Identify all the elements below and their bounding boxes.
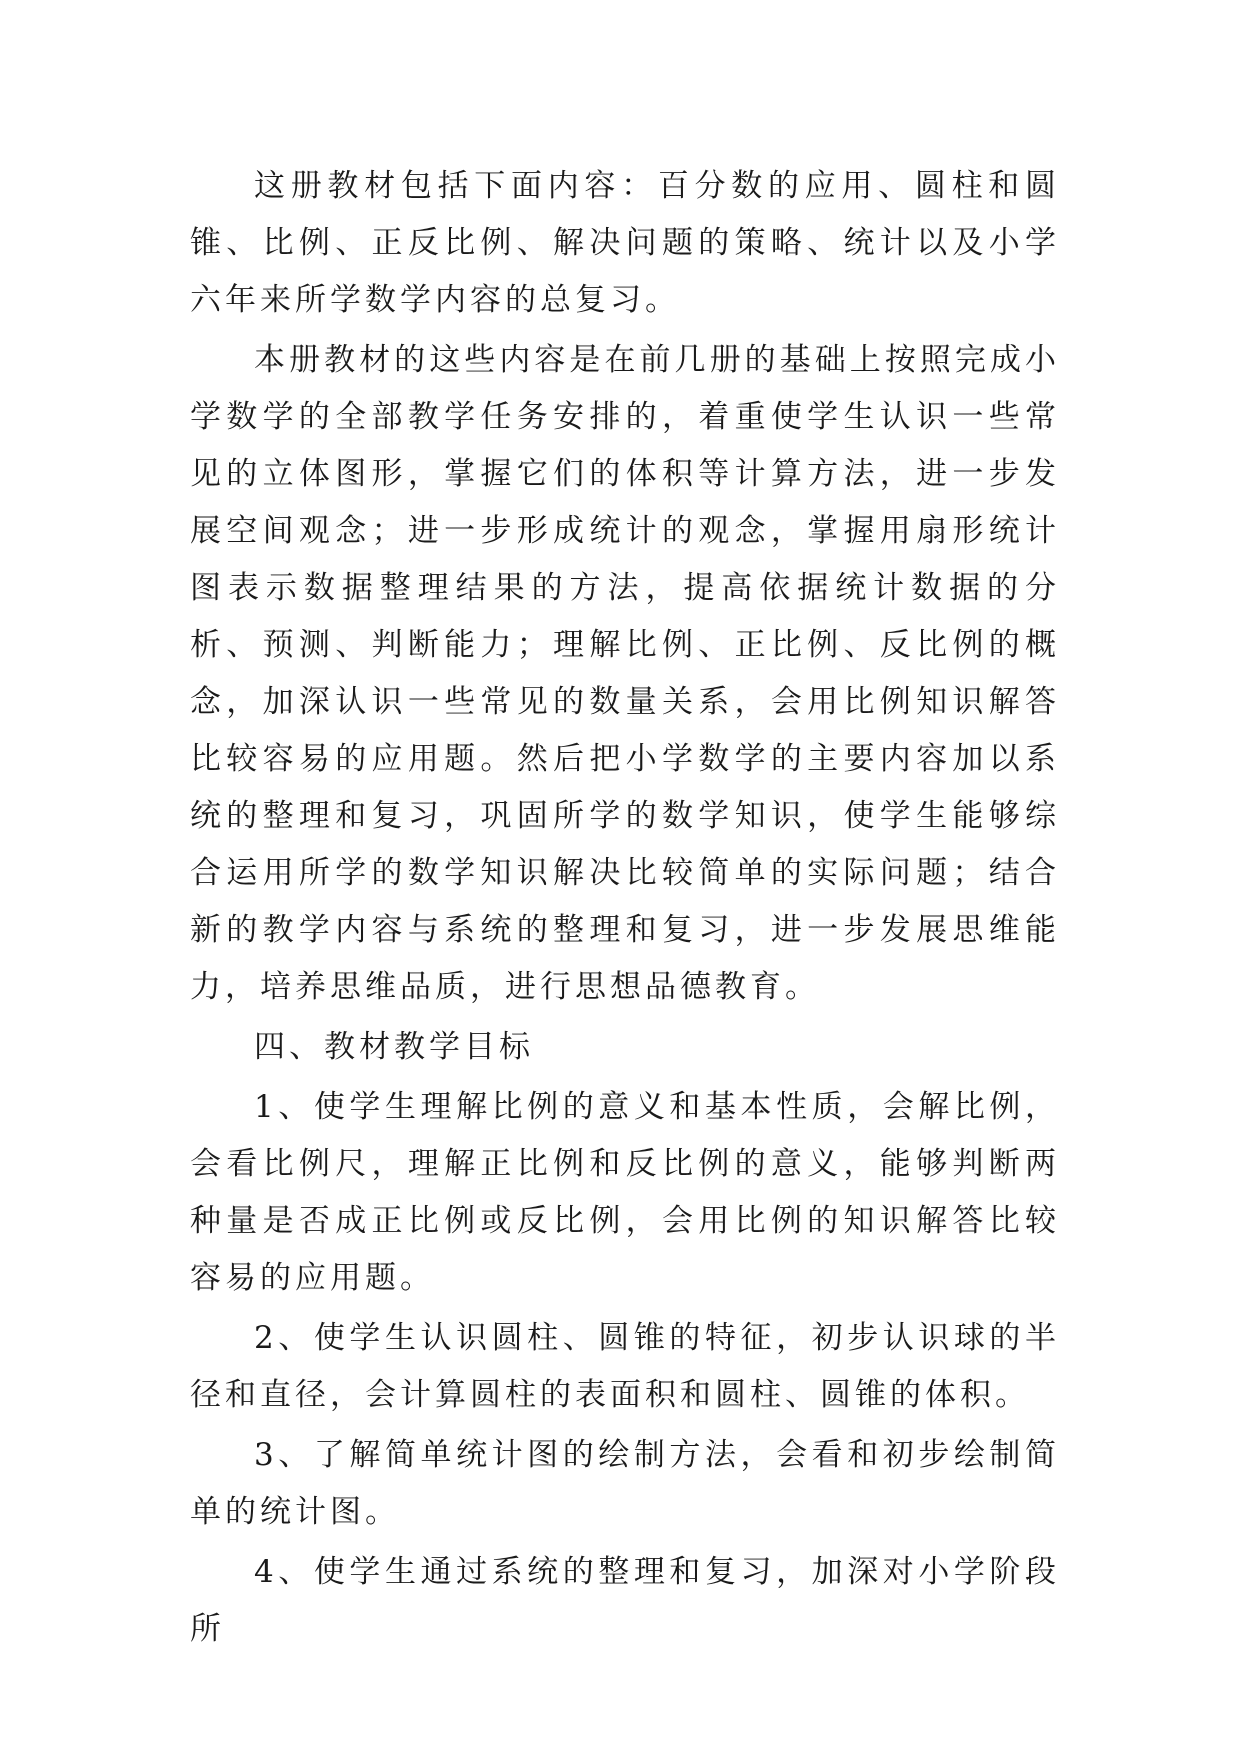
goal-item-4: 4、使学生通过系统的整理和复习，加深对小学阶段所 bbox=[190, 1554, 1060, 1647]
paragraph-content-description: 本册教材的这些内容是在前几册的基础上按照完成小学数学的全部教学任务安排的，着重使学生认识一些常见的立体图形，掌握它们的体积等计算方法，进一步发展空间观念；进一步形成统计的观念，掌握用扇形统计图表示数据整理结果的方法，提高依据统计数据的分析、预测、判断能力；理解比例、正比例、反比例的概念，加深认识一些常见的数量关系，会用比例知识解答比较容易的应用题。然后把小学数学的主要内容加以系统的整理和复习，巩固所学的数学知识，使学生能够综合运用所学的数学知识解决比较简单的实际问题；结合新的教学内容与系统的整理和复习，进一步发展思维能力，培养思维品质，进行思想品德教育。 bbox=[190, 342, 1060, 1005]
goal-item-1: 1、使学生理解比例的意义和基本性质，会解比例，会看比例尺，理解正比例和反比例的意义，能够判断两种量是否成正比例或反比例，会用比例的知识解答比较容易的应用题。 bbox=[190, 1089, 1060, 1296]
document-body bbox=[190, 158, 1060, 1661]
goal-item-3: 3、了解简单统计图的绘制方法，会看和初步绘制简单的统计图。 bbox=[190, 1437, 1060, 1530]
paragraph-intro: 这册教材包括下面内容：百分数的应用、圆柱和圆锥、比例、正反比例、解决问题的策略、统计以及小学六年来所学数学内容的总复习。 bbox=[190, 168, 1060, 318]
goal-item-2: 2、使学生认识圆柱、圆锥的特征，初步认识球的半径和直径，会计算圆柱的表面积和圆柱、圆锥的体积。 bbox=[190, 1320, 1060, 1413]
section-heading: 四、教材教学目标 bbox=[254, 1029, 534, 1065]
